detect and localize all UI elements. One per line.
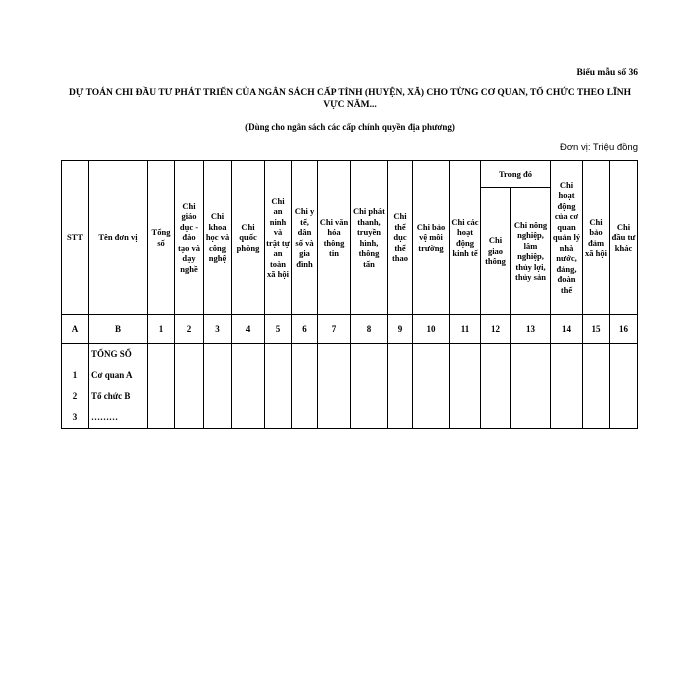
code-cell: 16 bbox=[610, 315, 638, 344]
table-row-stt: 3 bbox=[72, 412, 78, 422]
value-cell bbox=[318, 344, 351, 429]
value-cell bbox=[583, 344, 610, 429]
value-cell bbox=[265, 344, 292, 429]
value-cell bbox=[450, 344, 481, 429]
col-header-12: Chi giao thông bbox=[481, 188, 511, 315]
code-cell: 9 bbox=[388, 315, 413, 344]
value-cell bbox=[175, 344, 204, 429]
code-cell: 4 bbox=[232, 315, 265, 344]
col-header-name: Tên đơn vị bbox=[89, 161, 148, 315]
table-row-stt bbox=[63, 344, 87, 365]
document-title: DỰ TOÁN CHI ĐẦU TƯ PHÁT TRIỂN CỦA NGÂN SÁCH CẤP TỈNH (HUYỆN, XÃ) CHO TỪNG CƠ QUAN, TỔ CHỨC THEO LĨNH VỰC NĂM... bbox=[68, 88, 632, 110]
table-row-name: ……… bbox=[91, 412, 118, 422]
col-header-6: Chi y tế, dân số và gia đình bbox=[292, 161, 318, 315]
code-cell: 7 bbox=[318, 315, 351, 344]
data-row bbox=[62, 344, 638, 429]
stt-cell bbox=[62, 344, 89, 429]
col-header-16: Chi đầu tư khác bbox=[610, 161, 638, 315]
col-header-9: Chi thể dục thể thao bbox=[388, 161, 413, 315]
col-header-10: Chi bảo vệ môi trường bbox=[413, 161, 450, 315]
code-cell: 6 bbox=[292, 315, 318, 344]
col-header-3: Chi khoa học và công nghệ bbox=[204, 161, 232, 315]
code-cell: 2 bbox=[175, 315, 204, 344]
col-header-13: Chi nông nghiệp, lâm nghiệp, thủy lợi, thủy sản bbox=[511, 188, 551, 315]
table-row-stt: 1 bbox=[72, 370, 78, 380]
value-cell bbox=[413, 344, 450, 429]
code-row bbox=[62, 315, 638, 344]
value-cell bbox=[351, 344, 388, 429]
code-cell: 12 bbox=[481, 315, 511, 344]
table-row-name: Cơ quan A bbox=[91, 370, 133, 380]
code-cell: 8 bbox=[351, 315, 388, 344]
unit-label: Đơn vị: Triệu đồng bbox=[559, 142, 638, 153]
col-header-stt: STT bbox=[62, 161, 89, 315]
value-cell bbox=[204, 344, 232, 429]
value-cell bbox=[481, 344, 511, 429]
code-cell: B bbox=[89, 315, 148, 344]
code-cell: 5 bbox=[265, 315, 292, 344]
value-cell bbox=[511, 344, 551, 429]
value-cell bbox=[610, 344, 638, 429]
header-row bbox=[62, 161, 638, 188]
col-header-7: Chi văn hóa thông tin bbox=[318, 161, 351, 315]
code-cell: 3 bbox=[204, 315, 232, 344]
code-cell: 14 bbox=[551, 315, 583, 344]
value-cell bbox=[232, 344, 265, 429]
budget-table bbox=[61, 160, 638, 429]
col-header-4: Chi quốc phòng bbox=[232, 161, 265, 315]
code-cell: 10 bbox=[413, 315, 450, 344]
col-header-11: Chi các hoạt động kinh tế bbox=[450, 161, 481, 315]
code-cell: 11 bbox=[450, 315, 481, 344]
name-cell bbox=[89, 344, 148, 429]
col-header-2: Chi giáo dục - đào tạo và dạy nghề bbox=[175, 161, 204, 315]
value-cell bbox=[551, 344, 583, 429]
col-header-group: Trong đó bbox=[481, 161, 551, 188]
col-header-1: Tổng số bbox=[148, 161, 175, 315]
document-subtitle: (Dùng cho ngân sách các cấp chính quyền địa phương) bbox=[245, 122, 455, 132]
code-cell: 13 bbox=[511, 315, 551, 344]
value-cell bbox=[148, 344, 175, 429]
col-header-14: Chi hoạt động của cơ quan quản lý nhà nước, đảng, đoàn thể bbox=[551, 161, 583, 315]
code-cell: A bbox=[62, 315, 89, 344]
col-header-15: Chi bảo đảm xã hội bbox=[583, 161, 610, 315]
value-cell bbox=[292, 344, 318, 429]
code-cell: 1 bbox=[148, 315, 175, 344]
col-header-5: Chi an ninh và trật tự an toàn xã hội bbox=[265, 161, 292, 315]
table-row-name: Tổ chức B bbox=[91, 391, 131, 401]
table-row-name: TỔNG SỐ bbox=[91, 349, 132, 359]
value-cell bbox=[388, 344, 413, 429]
col-header-8: Chi phát thanh, truyền hình, thông tấn bbox=[351, 161, 388, 315]
code-cell: 15 bbox=[583, 315, 610, 344]
table-row-stt: 2 bbox=[72, 391, 78, 401]
form-number: Biểu mẫu số 36 bbox=[576, 68, 638, 78]
